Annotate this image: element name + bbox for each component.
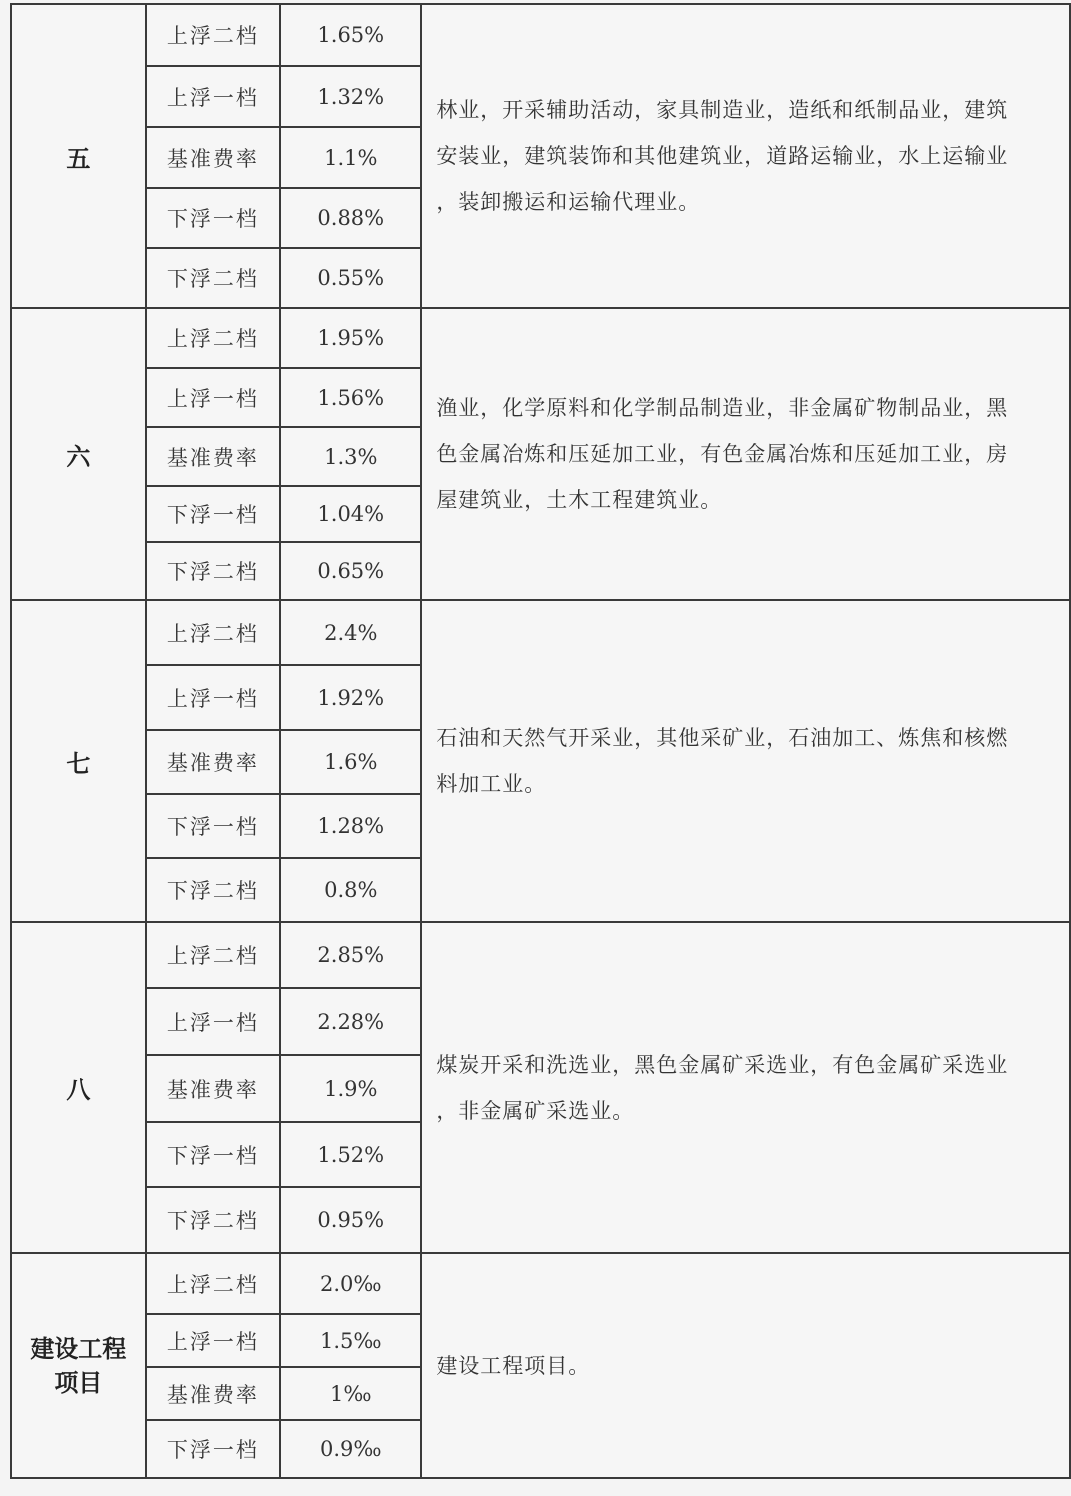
rate-level-cell: 基准费率 — [146, 127, 281, 188]
rate-value-cell: 1.6% — [280, 730, 421, 794]
rate-level-cell: 基准费率 — [146, 427, 281, 486]
rate-value-cell: 0.55% — [280, 248, 421, 308]
rate-level-cell: 下浮一档 — [146, 486, 281, 542]
risk-class-cell: 八 — [11, 922, 146, 1253]
rate-level-cell: 上浮二档 — [146, 1253, 281, 1314]
rate-level-cell: 上浮二档 — [146, 308, 281, 368]
rate-level-cell: 上浮一档 — [146, 368, 281, 427]
rate-level-cell: 下浮二档 — [146, 542, 281, 600]
rate-level-cell: 上浮一档 — [146, 1314, 281, 1367]
rate-level-cell: 下浮一档 — [146, 1122, 281, 1187]
rate-value-cell: 1.5‰ — [280, 1314, 421, 1367]
rate-value-cell: 1.92% — [280, 665, 421, 730]
rate-level-cell: 下浮一档 — [146, 1420, 281, 1478]
rate-value-cell: 0.8% — [280, 858, 421, 922]
rate-value-cell: 2.0‰ — [280, 1253, 421, 1314]
rate-level-cell: 下浮一档 — [146, 188, 281, 248]
rate-value-cell: 0.65% — [280, 542, 421, 600]
rate-level-cell: 上浮二档 — [146, 600, 281, 665]
risk-class-cell: 六 — [11, 308, 146, 600]
industry-list-cell — [421, 922, 1070, 1253]
risk-class-line: 项目 — [54, 1368, 103, 1397]
industry-line: 色金属冶炼和压延加工业，有色金属冶炼和压延加工业，房 — [436, 442, 1009, 466]
rate-value-cell: 0.95% — [280, 1187, 421, 1253]
industry-line: 石油和天然气开采业，其他采矿业，石油加工、炼焦和核燃 — [436, 726, 1009, 750]
rate-value-cell: 2.85% — [280, 922, 421, 988]
rate-value-cell: 1.65% — [280, 4, 421, 66]
rate-level-cell: 下浮二档 — [146, 248, 281, 308]
rate-level-cell: 下浮二档 — [146, 858, 281, 922]
rate-table — [10, 3, 1071, 1479]
rate-value-cell: 1.28% — [280, 794, 421, 858]
industry-line: 安装业，建筑装饰和其他建筑业，道路运输业，水上运输业 — [436, 144, 1009, 168]
rate-value-cell: 2.4% — [280, 600, 421, 665]
industry-line: 煤炭开采和洗选业，黑色金属矿采选业，有色金属矿采选业 — [436, 1052, 1009, 1077]
table-row — [11, 308, 1070, 368]
risk-class-cell — [11, 1253, 146, 1478]
rate-value-cell: 1.56% — [280, 368, 421, 427]
rate-value-cell: 1.3% — [280, 427, 421, 486]
rate-value-cell: 0.88% — [280, 188, 421, 248]
rate-value-cell: 1‰ — [280, 1367, 421, 1420]
rate-value-cell: 1.52% — [280, 1122, 421, 1187]
table-row — [11, 4, 1070, 66]
industry-line: 建设工程项目。 — [436, 1353, 591, 1378]
risk-class-line: 建设工程 — [30, 1334, 127, 1363]
risk-class-cell: 五 — [11, 4, 146, 308]
rate-value-cell: 1.9% — [280, 1055, 421, 1122]
rate-level-cell: 下浮一档 — [146, 794, 281, 858]
industry-list-cell — [421, 4, 1070, 308]
rate-level-cell: 基准费率 — [146, 1055, 281, 1122]
industry-list-cell — [421, 1253, 1070, 1478]
table-row — [11, 600, 1070, 665]
industry-list-cell — [421, 308, 1070, 600]
rate-value-cell: 1.1% — [280, 127, 421, 188]
rate-value-cell: 2.28% — [280, 988, 421, 1055]
table-row — [11, 922, 1070, 988]
industry-list-cell — [421, 600, 1070, 922]
rate-level-cell: 下浮二档 — [146, 1187, 281, 1253]
rate-level-cell: 基准费率 — [146, 1367, 281, 1420]
rate-value-cell: 0.9‰ — [280, 1420, 421, 1478]
risk-class-cell: 七 — [11, 600, 146, 922]
rate-level-cell: 上浮一档 — [146, 665, 281, 730]
industry-line: 料加工业。 — [436, 772, 547, 796]
rate-value-cell: 1.04% — [280, 486, 421, 542]
industry-line: 林业，开采辅助活动，家具制造业，造纸和纸制品业，建筑 — [436, 98, 1009, 122]
rate-level-cell: 上浮二档 — [146, 922, 281, 988]
industry-line: 屋建筑业，土木工程建筑业。 — [436, 488, 723, 512]
rate-level-cell: 基准费率 — [146, 730, 281, 794]
rate-level-cell: 上浮二档 — [146, 4, 281, 66]
table-row — [11, 1253, 1070, 1314]
rate-level-cell: 上浮一档 — [146, 66, 281, 127]
industry-line: 渔业，化学原料和化学制品制造业，非金属矿物制品业，黑 — [436, 396, 1009, 420]
rate-level-cell: 上浮一档 — [146, 988, 281, 1055]
rate-value-cell: 1.95% — [280, 308, 421, 368]
industry-line: ，装卸搬运和运输代理业。 — [436, 190, 701, 214]
industry-line: ，非金属矿采选业。 — [436, 1098, 635, 1123]
rate-value-cell: 1.32% — [280, 66, 421, 127]
